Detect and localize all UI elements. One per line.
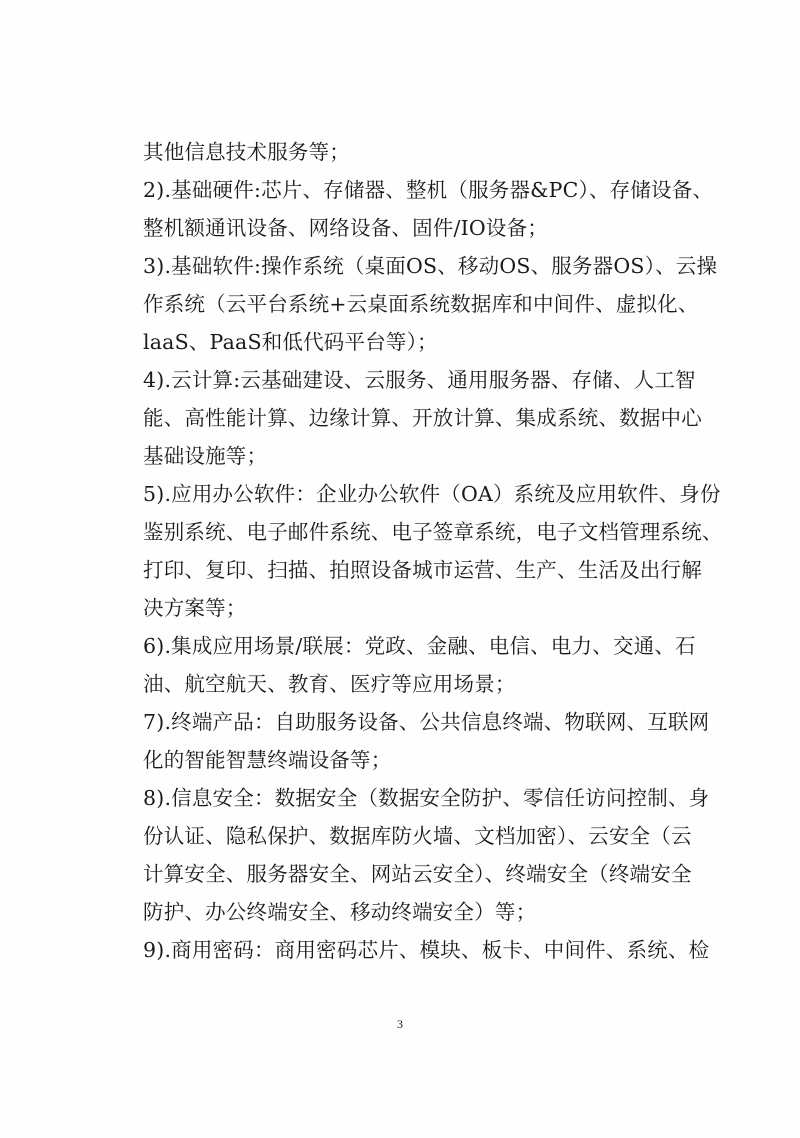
- text-line: 6).集成应用场景/联展：党政、金融、电信、电力、交通、石: [143, 634, 696, 658]
- text-line: 整机额通讯设备、网络设备、固件/IO设备；: [143, 216, 549, 240]
- text-line: 份认证、隐私保护、数据库防火墙、文档加密）、云安全（云: [143, 824, 692, 848]
- text-line: 5).应用办公软件：企业办公软件（OA）系统及应用软件、身份: [143, 482, 721, 506]
- text-line: 决方案等；: [143, 596, 247, 620]
- text-line: 化的智能智慧终端设备等；: [143, 748, 392, 772]
- text-line: 9).商用密码：商用密码芯片、模块、板卡、中间件、系统、检: [143, 938, 710, 962]
- text-line: 计算安全、服务器安全、网站云安全）、终端安全（终端安全: [143, 862, 692, 886]
- text-line: 作系统（云平台系统+云桌面系统数据库和中间件、虚拟化、: [143, 292, 699, 316]
- text-line: 3).基础软件:操作系统（桌面OS、移动OS、服务器OS）、云操: [143, 254, 718, 278]
- body-text: [143, 133, 723, 969]
- text-line: 基础设施等；: [143, 444, 268, 468]
- text-line: 能、高性能计算、边缘计算、开放计算、集成系统、数据中心: [143, 406, 702, 430]
- text-line: 油、航空航天、教育、医疗等应用场景；: [143, 672, 516, 696]
- text-line: 2).基础硬件:芯片、存储器、整机（服务器&PC）、存储设备、: [143, 178, 714, 202]
- text-line: 其他信息技术服务等；: [143, 140, 350, 164]
- text-line: 8).信息安全：数据安全（数据安全防护、零信任访问控制、身: [143, 786, 710, 810]
- text-line: 鉴别系统、电子邮件系统、电子签章系统，电子文档管理系统、: [143, 520, 723, 544]
- text-line: 7).终端产品：自助服务设备、公共信息终端、物联网、互联网: [143, 710, 710, 734]
- text-line: laaS、PaaS和低代码平台等）；: [143, 330, 438, 354]
- text-line: 打印、复印、扫描、拍照设备城市运营、生产、生活及出行解: [143, 558, 702, 582]
- text-line: 防护、办公终端安全、移动终端安全）等；: [143, 900, 537, 924]
- text-line: 4).云计算:云基础建设、云服务、通用服务器、存储、人工智: [143, 368, 696, 392]
- page-number: 3: [397, 1017, 403, 1031]
